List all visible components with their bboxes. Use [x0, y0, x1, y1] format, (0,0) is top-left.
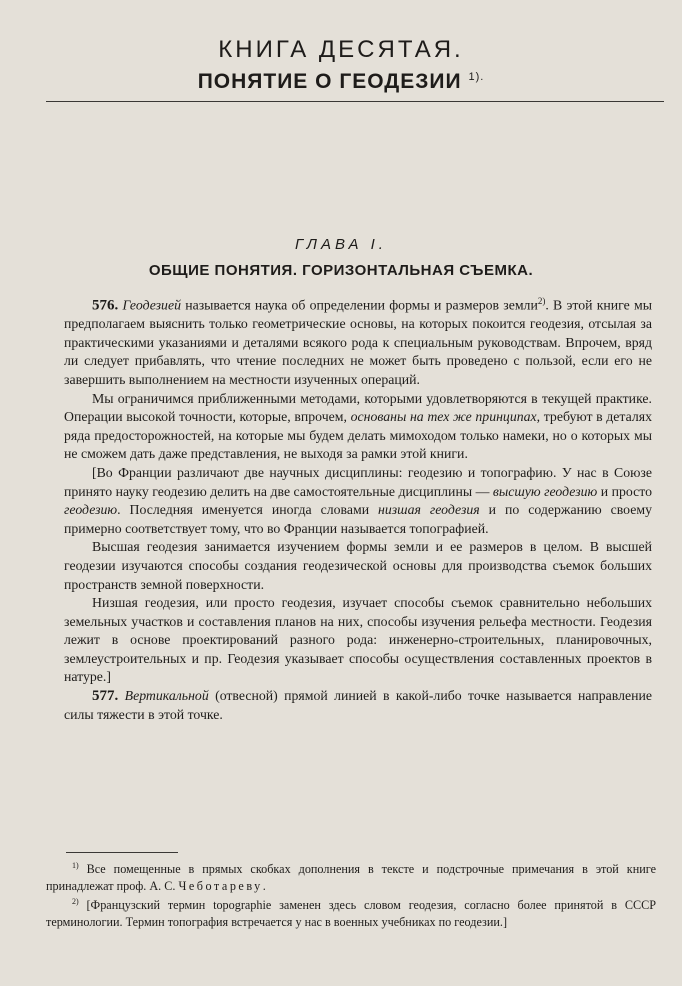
footnotes	[46, 858, 656, 931]
paragraph-text: . В этой книге мы предполагаем выяснить только геометрические основы, на которых покоится геодезия, отсылая за практическими указаниями и деталями всякого рода к специальным руководствам. Впрочем, вряд ли следует прибавлять, что чтение последних не может быть проведено с пользой, если его не завершить выполнением на местности изученных операций.	[64, 297, 653, 387]
paragraph-576	[64, 292, 652, 390]
paragraph-text: называется наука об определении формы и размеров земли	[180, 297, 538, 313]
paragraph-text: . Последняя именуется иногда словами	[117, 502, 379, 518]
footnote-text: [Французский термин topographie заменен здесь словом геодезия, согласно более принятой в СССР терминологии. Термин топография встречается у нас в военных учебниках по геодезии.]	[46, 898, 656, 929]
footnote-mark-1: 1)	[72, 861, 79, 870]
paragraph-text: и по содержанию своему примерно соответствует тому, что во Франции называется топографией.	[64, 502, 652, 536]
footnote-mark-2: 2)	[72, 897, 79, 907]
paragraph-577	[64, 687, 652, 724]
section-number-577: 577.	[92, 688, 119, 705]
subtitle-footnote-mark: 1).	[468, 71, 485, 83]
paragraph-text: (отвесной) прямой линией в какой-либо точке называется направление силы тяжести в этой точке.	[64, 688, 652, 722]
paragraph-text: Мы ограничимся приближенными методами, которыми удовлетворяются в текущей практике. Операции высокой точности, которые, впрочем,	[64, 390, 652, 425]
paragraph-lower-geodesy: Низшая геодезия, или просто геодезия, изучает способы съемок сравнительно небольших земельных участков и составления планов на них, способы изучения рельефа местности. Геодезия лежит в основе проектирований разного рода: инженерно-строительных, планировочных, землеустроительных и пр. Геодезия указывает способы осуществления составленных проектов в натуре.]	[64, 595, 652, 685]
term-geodesy-plain: геодезию	[64, 502, 118, 518]
main-text	[64, 292, 652, 724]
paragraph-higher-geodesy: Высшая геодезия занимается изучением формы земли и ее размеров в целом. В высшей геодезии изучаются способы создания геодезической основы для производства съемок больших пространств земной поверхности.	[64, 539, 652, 592]
footnote-2	[46, 894, 656, 930]
term-higher-geodesy: высшую геодезию	[492, 483, 598, 499]
paragraph-methods	[64, 390, 652, 464]
author-name: Чеботареву	[178, 878, 263, 893]
book-title: КНИГА ДЕСЯТАЯ.	[218, 36, 464, 63]
paragraph-text: , требуют в деталях ряда предосторожностей, на которые мы будем делать мимоходом только намеки, но о которых мы не сможем дать даже представления, не выходя за рамки этой книги.	[64, 409, 652, 462]
term-lower-geodesy: низшая геодезия	[378, 502, 480, 518]
header-rule	[46, 101, 664, 102]
paragraph-text: и просто	[597, 483, 652, 499]
chapter-title: ОБЩИЕ ПОНЯТИЯ. ГОРИЗОНТАЛЬНАЯ СЪЕМКА.	[148, 262, 534, 279]
book-subtitle	[0, 70, 682, 94]
section-number-576: 576.	[92, 297, 119, 314]
footnote-1	[46, 858, 656, 894]
subtitle-text: ПОНЯТИЕ О ГЕОДЕЗИИ	[197, 70, 462, 93]
footnote-text: Все помещенные в прямых скобках дополнения в тексте и подстрочные примечания в этой книге принадлежат проф. А. С.	[46, 862, 656, 893]
term-geodesy: Геодезией	[122, 297, 181, 313]
paragraph-text: [Во Франции различают две научных дисциплины: геодезию и топографию. У нас в Союзе принято науку геодезию делить на две самостоятельные дисциплины —	[64, 464, 652, 499]
emphasis-text: основаны на тех же принципах	[350, 409, 537, 425]
footnote-rule	[66, 852, 178, 853]
term-vertical: Вертикальной	[124, 688, 209, 704]
paragraph-france	[64, 464, 652, 538]
chapter-label: ГЛАВА I.	[295, 236, 387, 253]
footnote-ref-2: 2)	[537, 296, 546, 306]
footnote-text: .	[262, 878, 266, 893]
